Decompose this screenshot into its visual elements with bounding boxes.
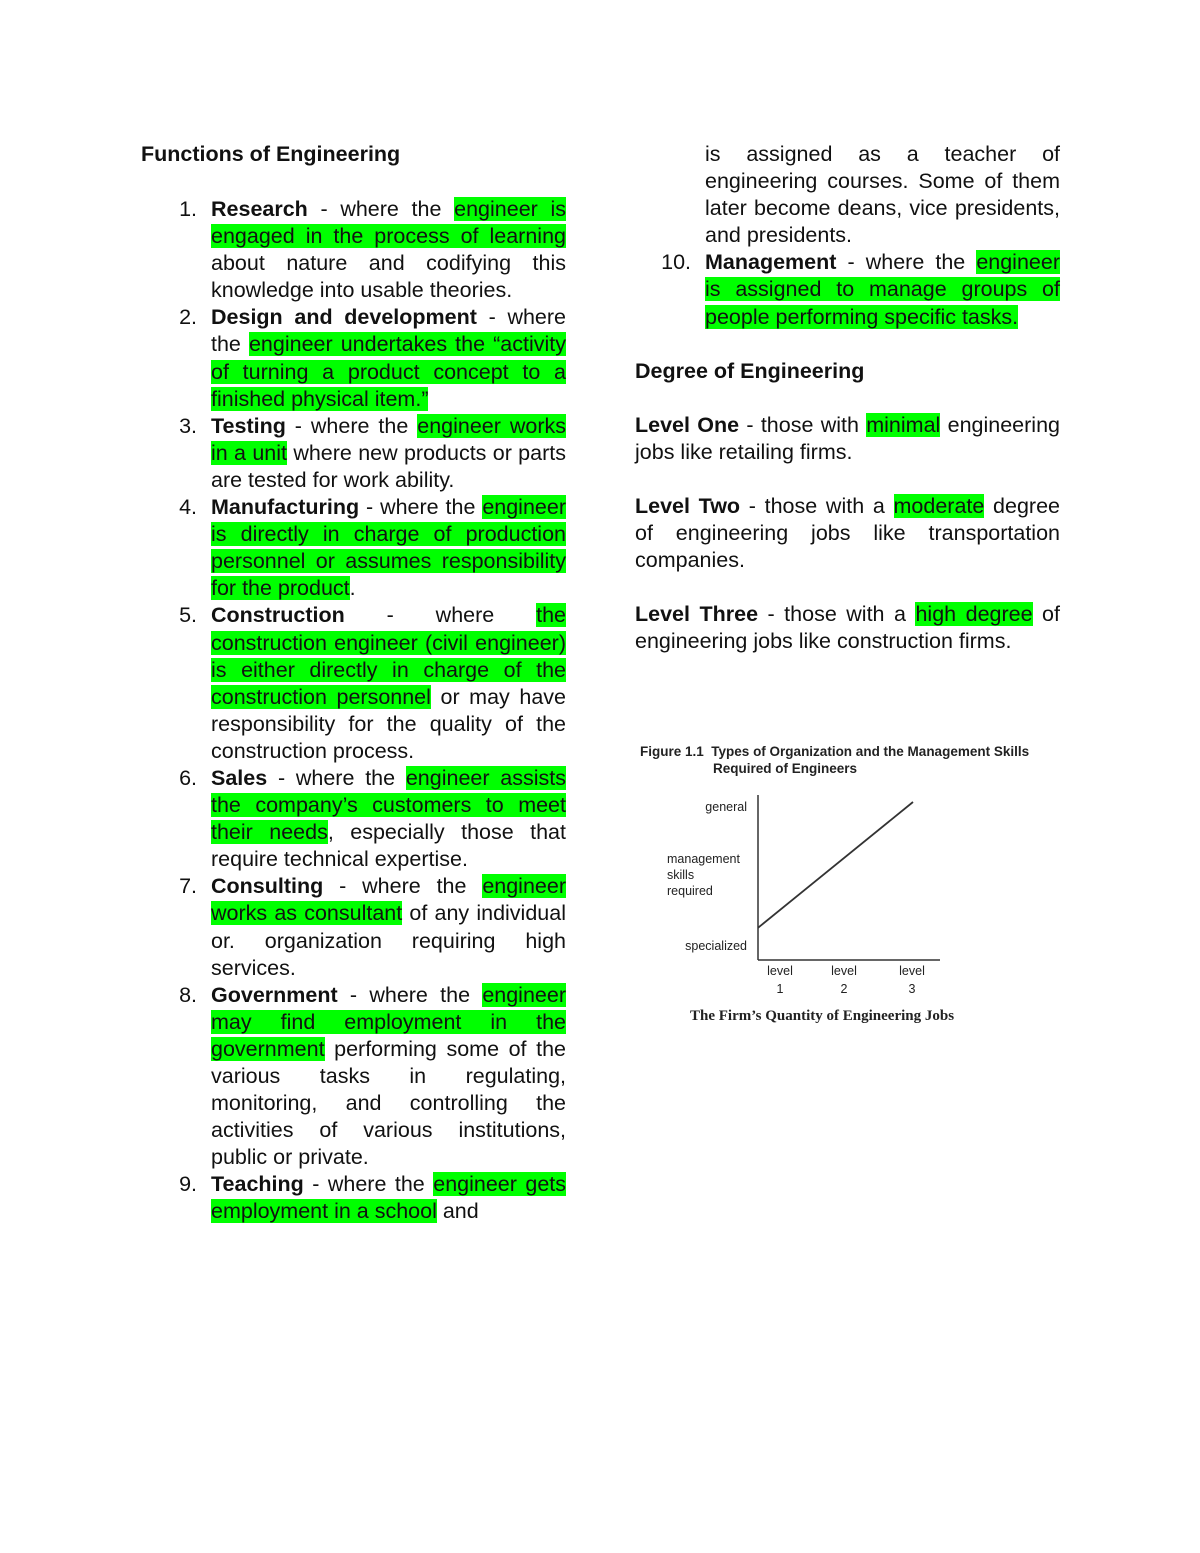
term-label: Testing: [211, 413, 286, 438]
management-skills-chart: [635, 735, 1065, 1035]
highlighted-text: moderate: [893, 493, 985, 518]
description-text: , especially those that require technical expertise.: [211, 820, 566, 872]
description-text: of any individual or. organization requiring high services.: [211, 901, 566, 980]
term-separator: - where the: [307, 197, 455, 221]
figure-title-line2: Required of Engineers: [713, 761, 858, 776]
highlighted-text: the construction engineer (civil engineer) is either directly in charge of the construction personnel: [211, 603, 566, 709]
highlighted-text: engineer assists the company’s customers to meet their needs: [211, 765, 566, 845]
list-number: 8.: [179, 982, 197, 1007]
list-number: 4.: [179, 495, 197, 520]
term-separator: - where the: [323, 874, 483, 899]
term-separator: - where the: [359, 495, 483, 520]
x-tick-number: 1: [776, 982, 784, 996]
level-prefix: - those with a: [758, 602, 916, 627]
y-label-general: general: [705, 800, 747, 814]
level-prefix: - those with: [739, 412, 867, 437]
figure-title-line1: Types of Organization and the Management Skills: [711, 744, 1030, 759]
section-heading-functions: Functions of Engineering: [141, 142, 401, 166]
highlighted-text: engineer works as consultant: [211, 874, 566, 926]
list-number: 7.: [179, 874, 197, 899]
highlighted-text: engineer undertakes the “activity of turning a product concept to a finished physical item.”: [211, 332, 566, 411]
description-text: and: [436, 1199, 479, 1224]
level-prefix: - those with a: [740, 493, 894, 518]
list-item: [141, 873, 566, 981]
list-number: 5.: [179, 603, 197, 628]
list-item: [141, 982, 566, 1172]
figure-label: Figure 1.1: [640, 744, 704, 759]
term-label: Consulting: [211, 874, 324, 899]
y-label-required: required: [667, 884, 713, 898]
term-separator: - where the: [285, 413, 418, 438]
x-tick-word: level: [899, 964, 925, 978]
x-tick-labels: [767, 964, 925, 996]
term-label: Research: [211, 197, 308, 221]
highlighted-text: high degree: [915, 602, 1033, 627]
level-paragraph: [635, 493, 1060, 574]
description-text: performing some of the various tasks in regulating, monitoring, and controlling the activities of various institutions, public or private.: [211, 1036, 566, 1170]
list-item: [141, 1171, 566, 1225]
description-text: where new products or parts are tested for work ability.: [211, 440, 566, 492]
level-term: Level Three: [635, 602, 759, 627]
description-text: or may have responsibility for the quality of the construction process.: [211, 684, 566, 763]
y-label-specialized: specialized: [685, 939, 747, 953]
term-label: Teaching: [211, 1172, 304, 1197]
section-heading-degree: Degree of Engineering: [635, 358, 865, 383]
level-term: Level Two: [635, 493, 741, 518]
levels-list: [635, 412, 1060, 656]
x-tick-word: level: [767, 964, 793, 978]
description-text: .: [349, 576, 356, 601]
term-label: Design and development: [211, 305, 477, 330]
list-number: 1.: [179, 197, 197, 221]
left-column: [141, 141, 566, 1226]
term-label: Sales: [211, 765, 268, 790]
term-label: Government: [211, 982, 338, 1007]
y-label-skills: skills: [667, 868, 695, 882]
x-axis-title: The Firm’s Quantity of Engineering Jobs: [690, 1008, 955, 1024]
description-text: about nature and codifying this knowledge into usable theories.: [211, 251, 566, 303]
list-item: [141, 765, 566, 873]
list-number: 6.: [179, 765, 197, 790]
list-item-management: [635, 249, 1060, 330]
y-label-management: management: [667, 852, 740, 866]
term-separator: - where the: [337, 982, 483, 1007]
list-number: 10.: [661, 250, 691, 275]
highlighted-text: minimal: [866, 412, 941, 437]
level-paragraph: [635, 601, 1060, 655]
highlighted-text: engineer is assigned to manage groups of people performing specific tasks.: [705, 250, 1060, 329]
right-column: [635, 141, 1060, 682]
list-item: [141, 602, 566, 765]
figure-1-1: [635, 735, 1065, 1035]
level-description: degree of engineering jobs like transportation companies.: [635, 493, 1060, 573]
term-separator: - where the: [267, 765, 406, 790]
list-item: [141, 196, 566, 304]
list-item: [141, 413, 566, 494]
highlighted-text: engineer may find employment in the government: [211, 982, 566, 1061]
term-separator: - where the: [211, 305, 567, 357]
term-label: Construction: [211, 603, 345, 628]
term-label: Manufacturing: [211, 495, 360, 520]
term-separator: - where: [344, 603, 537, 628]
highlighted-text: engineer works in a unit: [211, 413, 566, 465]
highlighted-text: engineer is directly in charge of production personnel or assumes responsibility for the product: [211, 495, 566, 601]
series-line: [758, 802, 913, 928]
list-number: 9.: [179, 1172, 197, 1197]
list-number: 2.: [179, 305, 197, 330]
level-term: Level One: [635, 412, 740, 437]
x-tick-number: 3: [908, 982, 916, 996]
level-paragraph: [635, 412, 1060, 466]
list-item: [141, 494, 566, 602]
list-number: 3.: [179, 413, 197, 438]
level-description: of engineering jobs like construction firms.: [635, 602, 1060, 654]
list-item: [141, 304, 566, 412]
level-description: engineering jobs like retailing firms.: [635, 412, 1060, 464]
term-label: Management: [705, 250, 837, 275]
highlighted-text: engineer is engaged in the process of learning: [211, 197, 567, 249]
functions-list: [141, 196, 566, 1226]
highlighted-text: engineer gets employment in a school: [211, 1172, 567, 1224]
x-tick-word: level: [831, 964, 857, 978]
x-tick-number: 2: [840, 982, 848, 996]
term-separator: - where the: [836, 250, 977, 275]
term-separator: - where the: [303, 1172, 434, 1197]
teaching-continuation: is assigned as a teacher of engineering courses. Some of them later become deans, vice presidents, and presidents.: [705, 142, 1060, 248]
